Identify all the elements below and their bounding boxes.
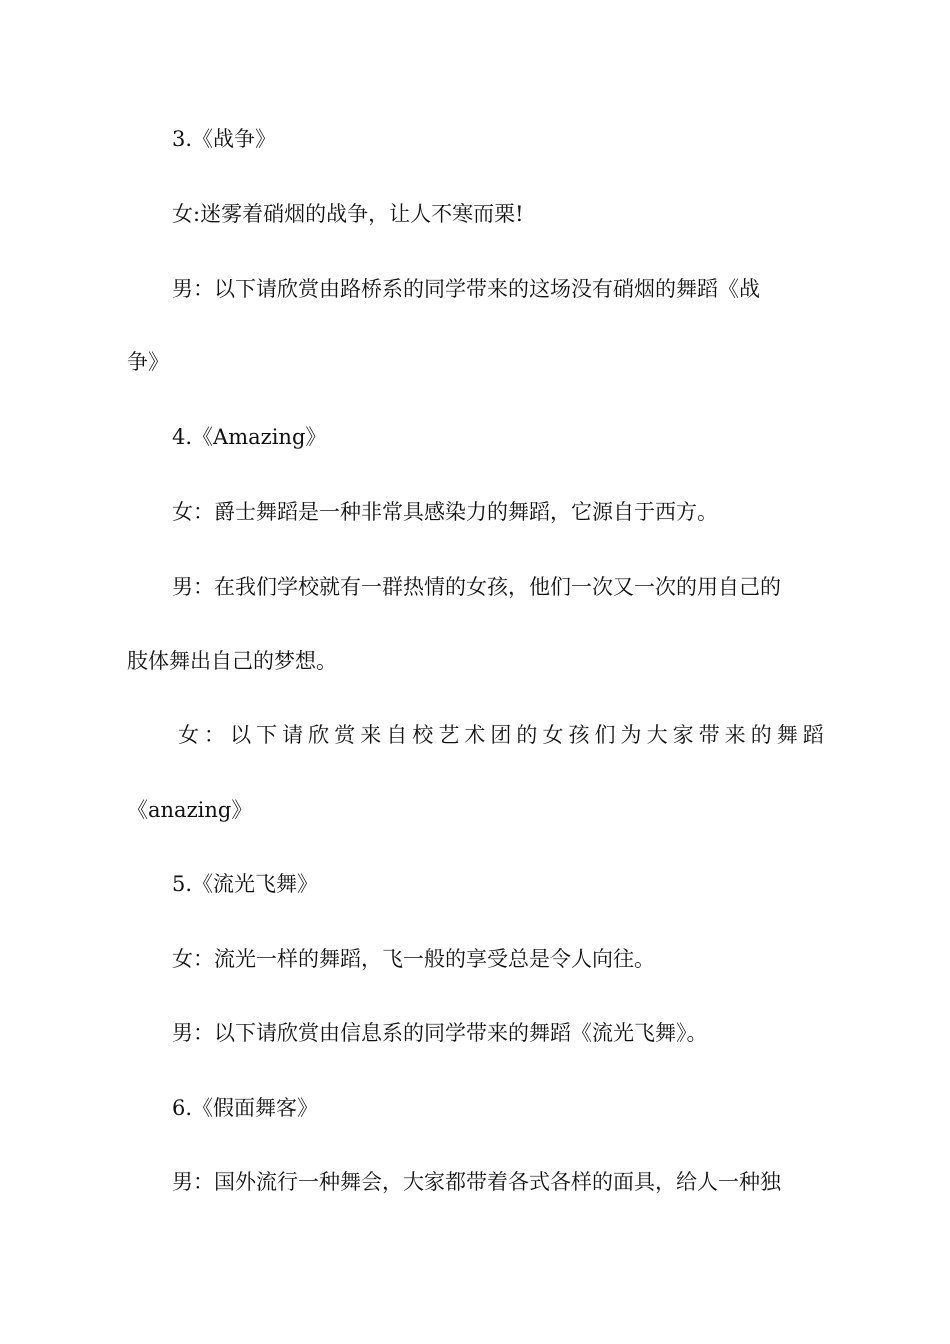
justified-char: 的 [750, 723, 772, 747]
justified-char: 赏 [334, 723, 356, 747]
justified-char: 孩 [568, 723, 590, 747]
justified-char: 为 [620, 723, 642, 747]
dialogue-line: 男：国外流行一种舞会，大家都带着各式各样的面具，给人一种独 [172, 1170, 781, 1194]
section-heading-3: 3.《战争》 [172, 127, 277, 151]
justified-char: 来 [360, 723, 382, 747]
justified-char: 来 [724, 723, 746, 747]
dialogue-line-continuation: 《anazing》 [127, 798, 253, 822]
dialogue-line-continuation: 争》 [127, 350, 169, 374]
justified-char: 蹈 [802, 723, 824, 747]
justified-char: 们 [594, 723, 616, 747]
justified-char: 术 [464, 723, 486, 747]
justified-char: 艺 [438, 723, 460, 747]
dialogue-line: 女:迷雾着硝烟的战争，让人不寒而栗! [172, 202, 524, 226]
justified-char: 团 [490, 723, 512, 747]
dialogue-line: 男：以下请欣赏由信息系的同学带来的舞蹈《流光飞舞》。 [172, 1021, 708, 1045]
justified-char: 家 [672, 723, 694, 747]
dialogue-line: 男：以下请欣赏由路桥系的同学带来的这场没有硝烟的舞蹈《战 [172, 277, 760, 301]
section-heading-5: 5.《流光飞舞》 [172, 872, 319, 896]
justified-char: ： [204, 723, 226, 747]
justified-char: 请 [282, 723, 304, 747]
justified-char: 下 [256, 723, 278, 747]
justified-char: 女 [178, 723, 199, 747]
dialogue-line-continuation: 肢体舞出自己的梦想。 [127, 649, 337, 673]
justified-char: 的 [516, 723, 538, 747]
justified-char: 女 [542, 723, 564, 747]
justified-char: 舞 [776, 723, 798, 747]
section-heading-4: 4.《Amazing》 [172, 425, 327, 449]
justified-char: 以 [230, 723, 252, 747]
justified-char: 欣 [308, 723, 330, 747]
dialogue-line: 男：在我们学校就有一群热情的女孩，他们一次又一次的用自己的 [172, 575, 781, 599]
justified-char: 带 [698, 723, 720, 747]
section-heading-6: 6.《假面舞客》 [172, 1096, 319, 1120]
dialogue-line: 女：流光一样的舞蹈，飞一般的享受总是令人向往。 [172, 947, 655, 971]
justified-char: 自 [386, 723, 408, 747]
dialogue-line-justified [178, 720, 824, 750]
dialogue-line: 女：爵士舞蹈是一种非常具感染力的舞蹈，它源自于西方。 [172, 500, 718, 524]
justified-char: 大 [646, 723, 668, 747]
justified-char: 校 [412, 723, 434, 747]
